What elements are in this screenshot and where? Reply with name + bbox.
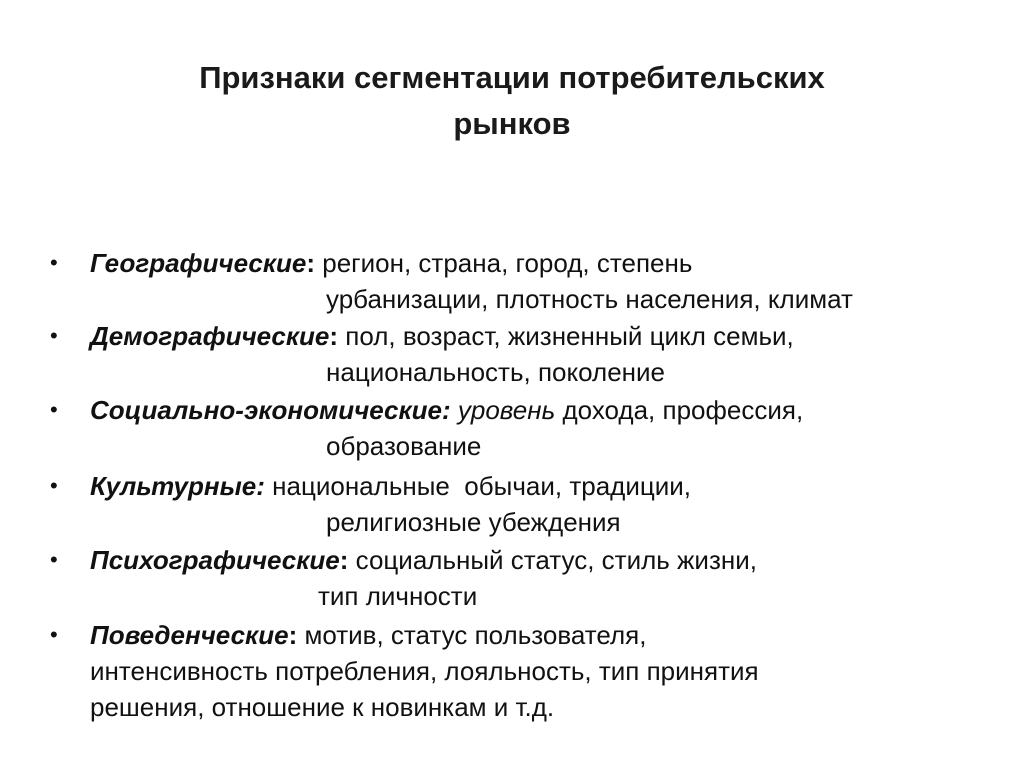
item-text: социальный статус, стиль жизни, (348, 545, 757, 575)
item-colon: : (339, 545, 349, 575)
item-text: дохода, профессия, (555, 395, 804, 425)
item-continuation: урбанизации, плотность населения, климат (326, 284, 853, 314)
bullet: • (50, 323, 58, 348)
bullet: • (50, 397, 58, 422)
item-first-line (90, 468, 691, 504)
item-continuation: интенсивность потребления, лояльность, тип принятия (90, 656, 759, 686)
item-continuation-2: решения, отношение к новинкам и т.д. (90, 692, 555, 722)
item-term: Географические (90, 248, 307, 278)
item-first-line (90, 245, 692, 281)
item-continuation: религиозные убеждения (326, 507, 621, 537)
item-text: регион, страна, город, степень (315, 248, 693, 278)
title-line-1: Признаки сегментации потребительских (199, 60, 825, 95)
item-continuation: национальность, поколение (326, 357, 666, 387)
item-continuation: тип личности (318, 581, 478, 611)
item-term: Социально-экономические: (90, 395, 451, 425)
item-colon: : (288, 620, 298, 650)
item-colon: : (306, 248, 316, 278)
bullet: • (50, 547, 58, 572)
item-first-line (90, 617, 646, 653)
item-continuation: образование (326, 431, 482, 461)
bullet: • (50, 250, 58, 275)
bullet: • (50, 622, 58, 647)
item-colon: : (329, 321, 339, 351)
item-term: Поведенческие (90, 620, 289, 650)
item-text: пол, возраст, жизненный цикл семьи, (338, 321, 794, 351)
item-term: Культурные: (90, 471, 265, 501)
item-text: мотив, статус пользователя, (297, 620, 647, 650)
item-text: национальные обычаи, традиции, (264, 471, 692, 501)
item-first-line (90, 318, 794, 354)
title-line-2: рынков (453, 106, 571, 141)
item-first-line (90, 392, 803, 428)
item-italic-word: уровень (450, 395, 556, 425)
item-first-line (90, 542, 757, 578)
bullet: • (50, 473, 58, 498)
item-term: Демографические (90, 321, 330, 351)
item-term: Психографические (90, 545, 340, 575)
